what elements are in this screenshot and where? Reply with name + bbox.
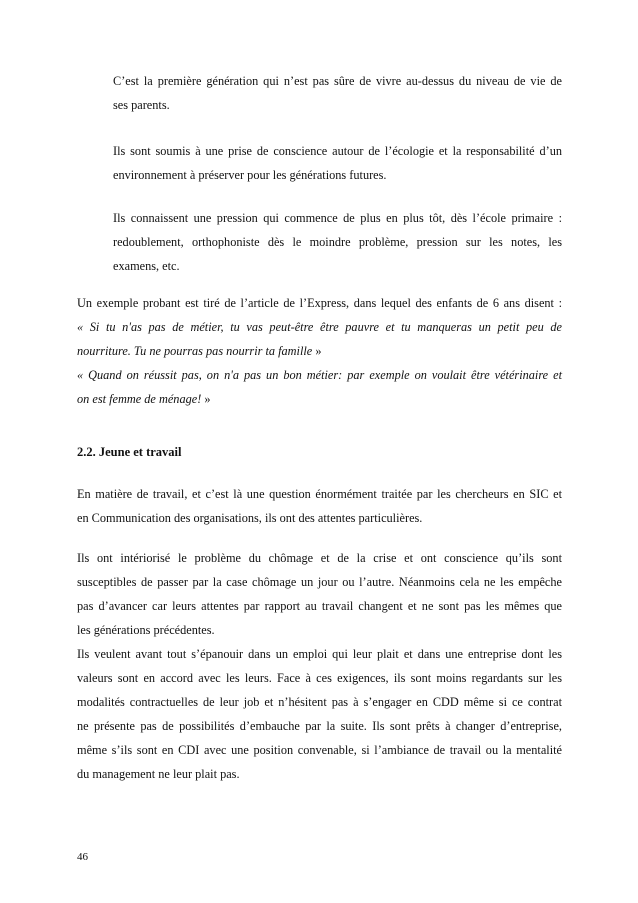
indented-paragraph-3 <box>113 206 562 278</box>
text-line: Ils connaissent une pression qui commence de plus en plus tôt, dès l’école primaire : <box>113 211 562 225</box>
text-line: C’est la première génération qui n’est pas sûre de vivre au-dessus du niveau de vie de <box>113 74 562 88</box>
quote-close: » <box>312 344 322 358</box>
text-line: ses parents. <box>113 98 170 112</box>
quote-text: on est femme de ménage! <box>77 392 202 406</box>
quote-text: nourriture. Tu ne pourras pas nourrir ta famille <box>77 344 313 358</box>
text-line: pas d’avancer car leurs attentes par rapport au travail changent et ne sont pas les mêmes que <box>77 599 562 613</box>
text-line: modalités contractuelles de leur job et n’hésitent pas à s’engager en CDD même si ce contrat <box>77 695 562 709</box>
text-line: même s’ils sont en CDI avec une position convenable, si l’ambiance de travail ou la mentalité <box>77 743 562 757</box>
text-line: examens, etc. <box>113 259 180 273</box>
indented-paragraph-1 <box>113 69 562 117</box>
page-number: 46 <box>77 851 88 863</box>
text-line: Ils veulent avant tout s’épanouir dans un emploi qui leur plait et dans une entreprise dont les <box>77 647 562 661</box>
body-paragraph-2 <box>77 546 562 786</box>
text-line: du management ne leur plait pas. <box>77 767 240 781</box>
text-line: En matière de travail, et c’est là une question énormément traitée par les chercheurs en SIC et <box>77 487 562 501</box>
text-line: redoublement, orthophoniste dès le moindre problème, pression sur les notes, les <box>113 235 562 249</box>
text-line: en Communication des organisations, ils ont des attentes particulières. <box>77 511 423 525</box>
text-line: environnement à préserver pour les générations futures. <box>113 168 387 182</box>
text-line: ne présente pas de possibilités d’embauche par la suite. Ils sont prêts à changer d’entreprise, <box>77 719 562 733</box>
text-line: les générations précédentes. <box>77 623 215 637</box>
quote-line: « Quand on réussit pas, on n'a pas un bon métier: par exemple on voulait être vétérinaire et <box>77 368 562 382</box>
body-paragraph-1 <box>77 482 562 530</box>
quote-close: » <box>201 392 211 406</box>
text-line: Ils ont intériorisé le problème du chômage et de la crise et ont conscience qu’ils sont <box>77 551 562 565</box>
quote-line: « Si tu n'as pas de métier, tu vas peut-être être pauvre et tu manqueras un petit peu de <box>77 320 562 334</box>
quote-line <box>77 339 562 363</box>
text-line: valeurs sont en accord avec les leurs. Face à ces exigences, ils sont moins regardants sur les <box>77 671 562 685</box>
quote-line <box>77 387 562 411</box>
text-line: Ils sont soumis à une prise de conscience autour de l’écologie et la responsabilité d’un <box>113 144 562 158</box>
section-heading: 2.2. Jeune et travail <box>77 445 182 459</box>
indented-paragraph-2 <box>113 139 562 187</box>
text-line: Un exemple probant est tiré de l’article de l’Express, dans lequel des enfants de 6 ans disent : <box>77 296 562 310</box>
text-line: susceptibles de passer par la case chômage un jour ou l’autre. Néanmoins cela ne les empêche <box>77 575 562 589</box>
express-example-paragraph <box>77 291 562 411</box>
